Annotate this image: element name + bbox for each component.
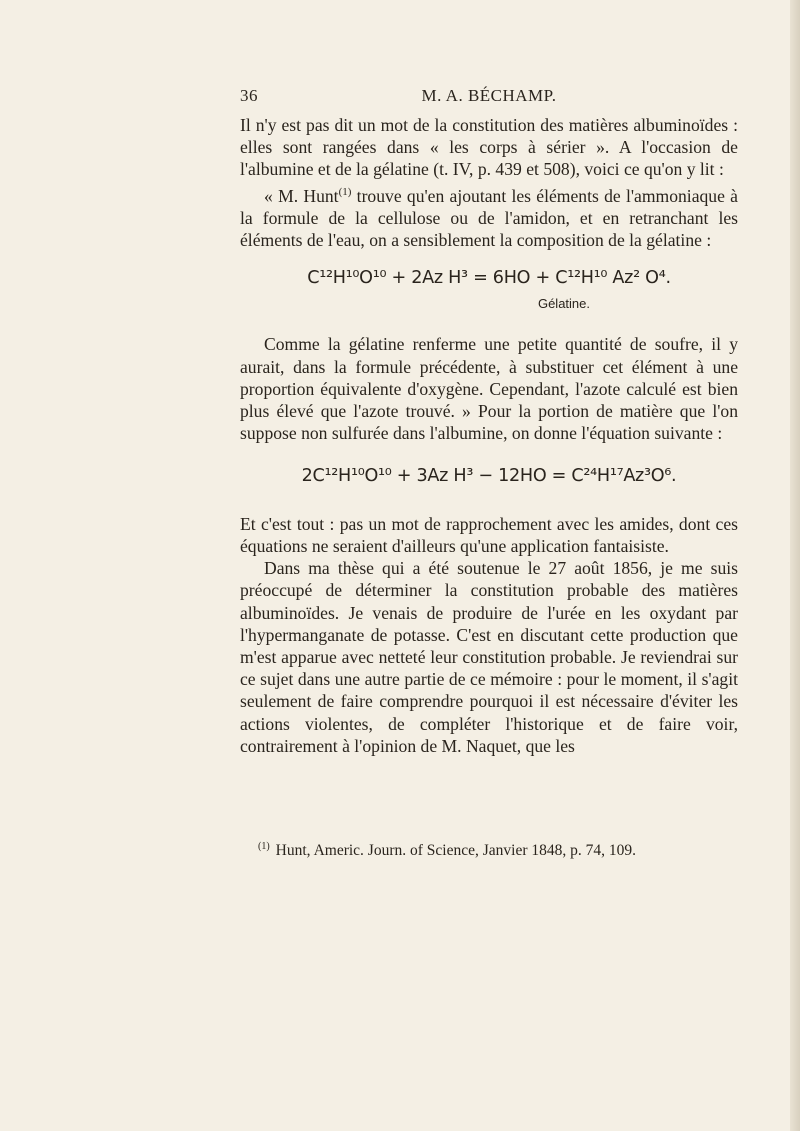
formula-gelatine: C¹²H¹⁰O¹⁰ + 2Az H³ = 6HO + C¹²H¹⁰ Az² O⁴. <box>307 268 671 289</box>
footnote-mark: (1) <box>258 841 270 852</box>
paragraph-2 <box>240 181 738 251</box>
formula-albumine: 2C¹²H¹⁰O¹⁰ + 3Az H³ − 12HO = C²⁴H¹⁷Az³O⁶. <box>301 465 677 486</box>
page-header <box>240 86 738 110</box>
footnote <box>240 837 756 861</box>
paragraph-5: Dans ma thèse qui a été soutenue le 27 août 1856, je me suis préoccupé de déterminer la constitution probable des matières albuminoïdes. Je venais de produire de l'urée en les oxydant par l'hypermanganate de potasse. C'est en discutant cette production que m'est apparue avec netteté leur constitution probable. Je reviendrai sur ce sujet dans une autre partie de ce mémoire : pour le moment, il s'agit seulement de faire comprendre pourquoi il est nécessaire d'éviter les actions violentes, de compléter l'historique et de faire voir, contrairement à l'opinion de M. Naquet, que les <box>240 558 738 756</box>
paragraph-1: Il n'y est pas dit un mot de la constitution des matières albuminoïdes : elles sont rangées dans « les corps à sérier ». A l'occasion de l'albumine et de la gélatine (t. IV, p. 439 et 508), voici ce qu'on y lit : <box>240 115 738 180</box>
footnote-text: Hunt, Americ. Journ. of Science, Janvier 1848, p. 74, 109. <box>275 842 636 860</box>
paragraph-3: Comme la gélatine renferme une petite quantité de soufre, il y aurait, dans la formule précédente, à substituer cet élément à une proportion équivalente d'oxygène. Cependant, l'azote calculé est bien plus élevé que l'azote trouvé. » Pour la portion de matière que l'on suppose non sulfurée dans l'albumine, on donne l'équation suivante : <box>240 334 738 444</box>
formula-caption: Gélatine. <box>537 296 591 312</box>
main-text <box>240 114 738 757</box>
quote-start: « M. Hunt <box>264 185 339 206</box>
page-edge <box>790 0 800 1131</box>
footnote-reference: (1) <box>338 185 352 198</box>
running-head: M. A. BÉCHAMP. <box>421 86 557 105</box>
quote-continuation: trouve qu'en ajoutant les éléments de l'ammoniaque à la formule de la cellulose ou de l'amidon, et en retranchant les éléments de l'eau, on a sensiblement la composition de la gélatine : <box>240 185 738 250</box>
page-number: 36 <box>240 86 258 105</box>
paragraph-4: Et c'est tout : pas un mot de rapprochement avec les amides, dont ces équations ne seraient d'ailleurs qu'une application fantaisiste. <box>240 513 738 556</box>
